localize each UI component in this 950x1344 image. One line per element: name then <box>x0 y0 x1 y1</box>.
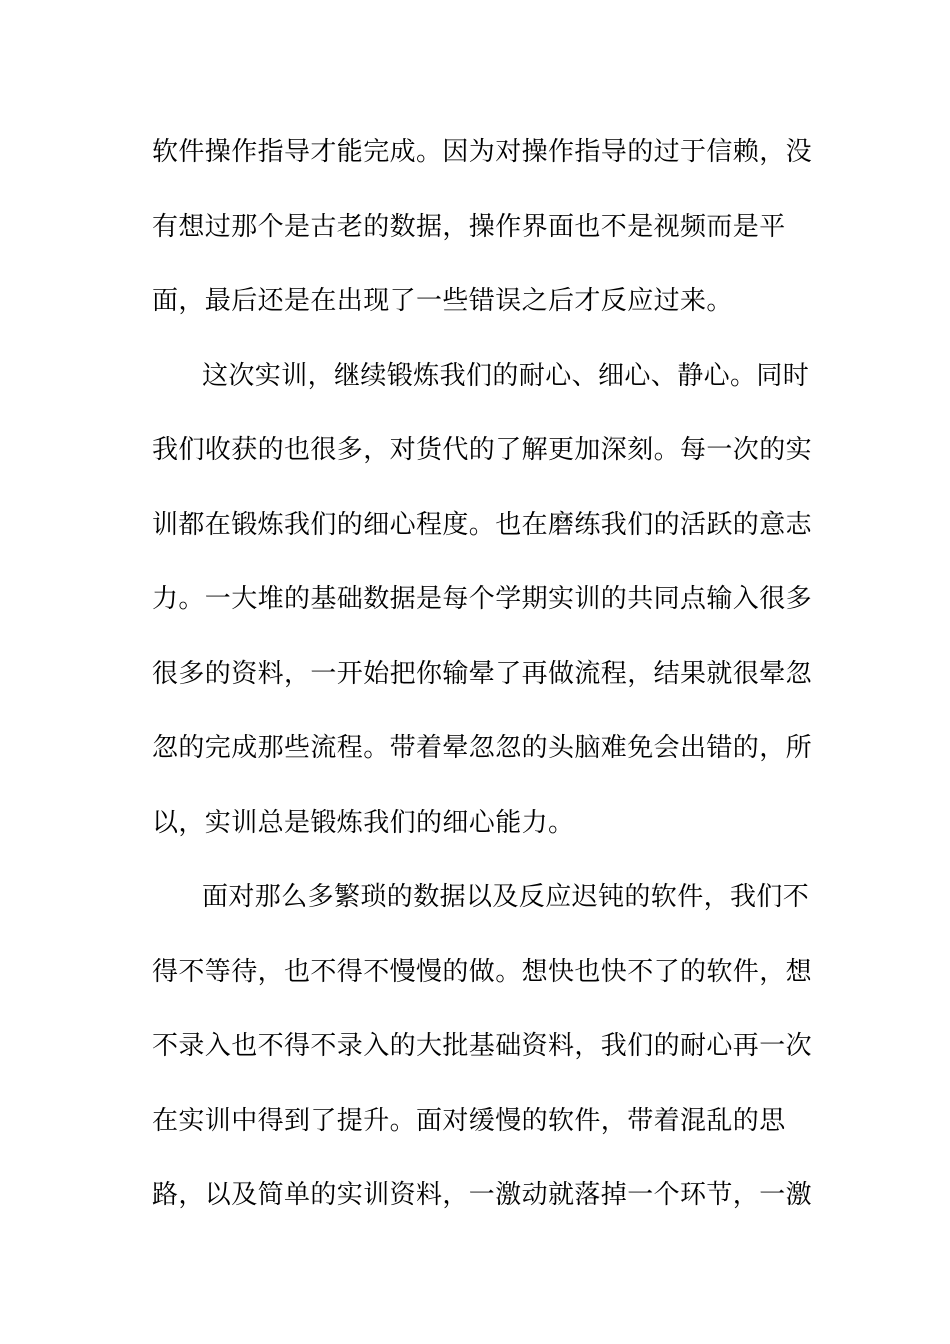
text-line: 面，最后还是在出现了一些错误之后才反应过来。 <box>152 286 733 316</box>
text-line: 以，实训总是锻炼我们的细心能力。 <box>152 807 575 838</box>
text-line: 路，以及简单的实训资料，一激动就落掉一个环节，一激 <box>152 1180 813 1210</box>
text-line: 很多的资料，一开始把你输晕了再做流程，结果就很晕忽 <box>152 658 813 689</box>
text-line: 有想过那个是古老的数据，操作界面也不是视频而是平 <box>152 211 786 242</box>
text-line: 不录入也不得不录入的大批基础资料，我们的耐心再一次 <box>152 1031 813 1061</box>
paragraph-first-line: 这次实训，继续锻炼我们的耐心、细心、静心。同时 <box>202 360 810 391</box>
document-body <box>152 130 813 1248</box>
paragraph-first-line: 面对那么多繁琐的数据以及反应迟钝的软件，我们不 <box>202 882 810 912</box>
text-line: 我们收获的也很多，对货代的了解更加深刻。每一次的实 <box>152 435 813 465</box>
text-line: 得不等待，也不得不慢慢的做。想快也快不了的软件，想 <box>152 956 813 987</box>
text-line: 力。一大堆的基础数据是每个学期实训的共同点输入很多 <box>152 584 813 614</box>
text-line: 训都在锻炼我们的细心程度。也在磨练我们的活跃的意志 <box>152 509 813 540</box>
text-line: 软件操作指导才能完成。因为对操作指导的过于信赖，没 <box>152 137 813 167</box>
text-line: 忽的完成那些流程。带着晕忽忽的头脑难免会出错的，所 <box>152 733 813 763</box>
text-line: 在实训中得到了提升。面对缓慢的软件，带着混乱的思 <box>152 1105 786 1136</box>
